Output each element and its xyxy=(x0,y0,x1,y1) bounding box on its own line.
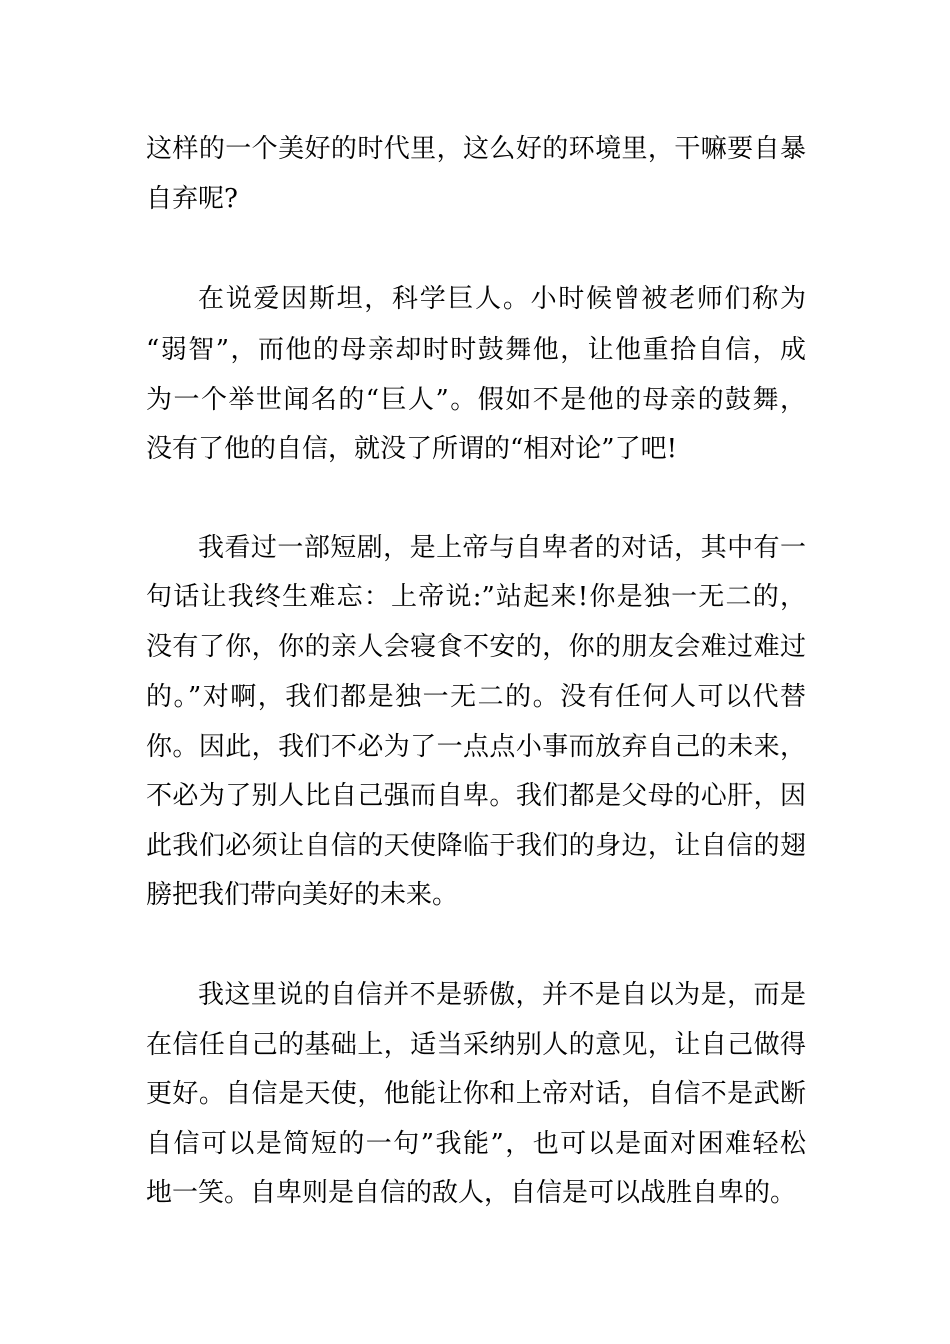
paragraph-line: 自信可以是简短的一句”我能”，也可以是面对困难轻松 xyxy=(146,1129,806,1159)
paragraph-line: 在信任自己的基础上，适当采纳别人的意见，让自己做得 xyxy=(146,1030,806,1060)
paragraph-line: 为一个举世闻名的“巨人”。假如不是他的母亲的鼓舞， xyxy=(146,385,806,415)
paragraph-line: 这样的一个美好的时代里，这么好的环境里，干嘛要自暴 xyxy=(146,134,806,164)
paragraph-line: 你。因此，我们不必为了一点点小事而放弃自己的未来， xyxy=(146,732,806,762)
paragraph-line: 膀把我们带向美好的未来。 xyxy=(146,880,459,910)
paragraph-line: 我看过一部短剧，是上帝与自卑者的对话，其中有一 xyxy=(198,533,806,563)
paragraph-line: 此我们必须让自信的天使降临于我们的身边，让自信的翅 xyxy=(146,831,806,861)
paragraph-line: 句话让我终生难忘：上帝说:”站起来!你是独一无二的， xyxy=(146,582,806,612)
paragraph-line: 自弃呢? xyxy=(146,184,238,214)
paragraph-line: 更好。自信是天使，他能让你和上帝对话，自信不是武断 xyxy=(146,1079,806,1109)
paragraph-line: 没有了你，你的亲人会寝食不安的，你的朋友会难过难过 xyxy=(146,632,806,662)
paragraph-line: 没有了他的自信，就没了所谓的“相对论”了吧! xyxy=(146,434,678,464)
paragraph-line: 我这里说的自信并不是骄傲，并不是自以为是，而是 xyxy=(198,980,806,1010)
paragraph-line: 的。”对啊，我们都是独一无二的。没有任何人可以代替 xyxy=(146,682,806,712)
paragraph-line: 在说爱因斯坦，科学巨人。小时候曾被老师们称为 xyxy=(198,284,806,314)
paragraph-line: 地一笑。自卑则是自信的敌人，自信是可以战胜自卑的。 xyxy=(146,1178,797,1208)
paragraph-line: “弱智”，而他的母亲却时时鼓舞他，让他重拾自信，成 xyxy=(146,335,806,365)
paragraph-line: 不必为了别人比自己强而自卑。我们都是父母的心肝，因 xyxy=(146,781,806,811)
